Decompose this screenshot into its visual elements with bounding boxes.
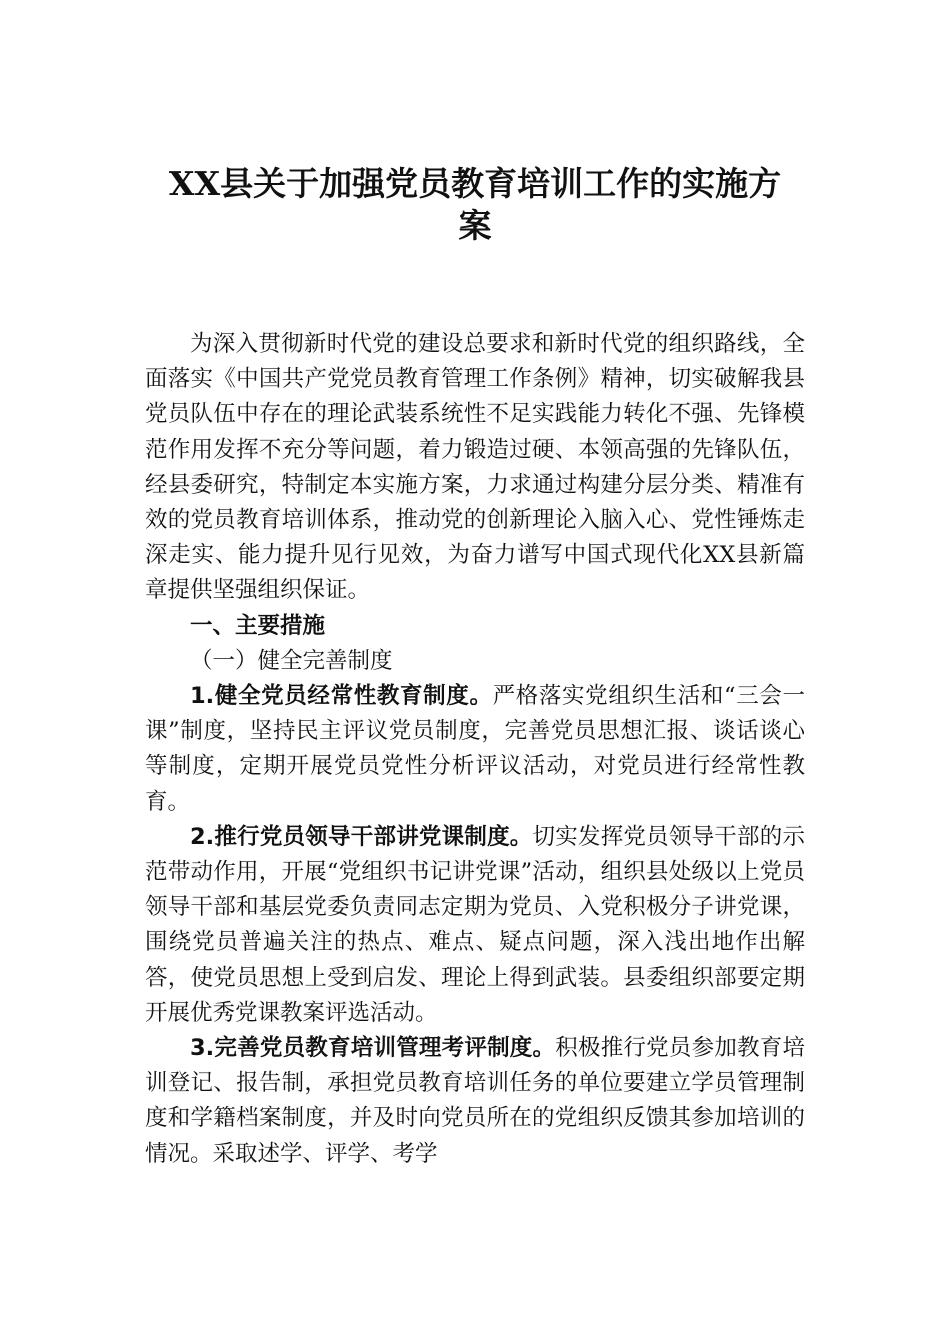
item-text: 严格落实党组织生活和“三会一课”制度，坚持民主评议党员制度，完善党员思想汇报、谈话谈心等制度，定期开展党员党性分析评议活动，对党员进行经常性教育。: [145, 683, 805, 815]
item-text: 切实发挥党员领导干部的示范带动作用，开展“党组织书记讲党课”活动，组织县处级以上党员领导干部和基层党委负责同志定期为党员、入党积极分子讲党课，围绕党员普遍关注的热点、难点、疑点问题，深入浅出地作出解答，使党员思想上受到启发、理论上得到武装。县委组织部要定期开展优秀党课教案评选活动。: [145, 823, 805, 1026]
section-heading: 一、主要措施: [190, 612, 326, 639]
intro-paragraph: 为深入贯彻新时代党的建设总要求和新时代党的组织路线，全面落实《中国共产党党员教育管理工作条例》精神，切实破解我县党员队伍中存在的理论武装系统性不足实践能力转化不强、先锋模范作用发挥不充分等问题，着力锻造过硬、本领高强的先锋队伍，经县委研究，特制定本实施方案，力求通过构建分层分类、精准有效的党员教育培训体系，推动党的创新理论入脑入心、党性锤炼走深走实、能力提升见行见效，为奋力谱写中国式现代化XX县新篇章提供坚强组织保证。: [145, 331, 805, 604]
document-title-line-2: 案: [458, 206, 492, 245]
list-item: [145, 679, 805, 820]
subsection-heading: （一）健全完善制度: [190, 647, 393, 674]
item-lead: 1.健全党员经常性教育制度。: [190, 683, 493, 710]
list-item: [145, 820, 805, 1031]
document-body: [145, 327, 805, 1172]
item-lead: 3.完善党员教育培训管理考评制度。: [190, 1035, 556, 1062]
item-lead: 2.推行党员领导干部讲党课制度。: [190, 823, 533, 850]
document-title-line-1: XX县关于加强党员教育培训工作的实施方: [168, 164, 782, 203]
list-item: [145, 1031, 805, 1172]
item-text: 积极推行党员参加教育培训登记、报告制，承担党员教育培训任务的单位要建立学员管理制度和学籍档案制度，并及时向党员所在的党组织反馈其参加培训的情况。采取述学、评学、考学: [145, 1035, 805, 1167]
